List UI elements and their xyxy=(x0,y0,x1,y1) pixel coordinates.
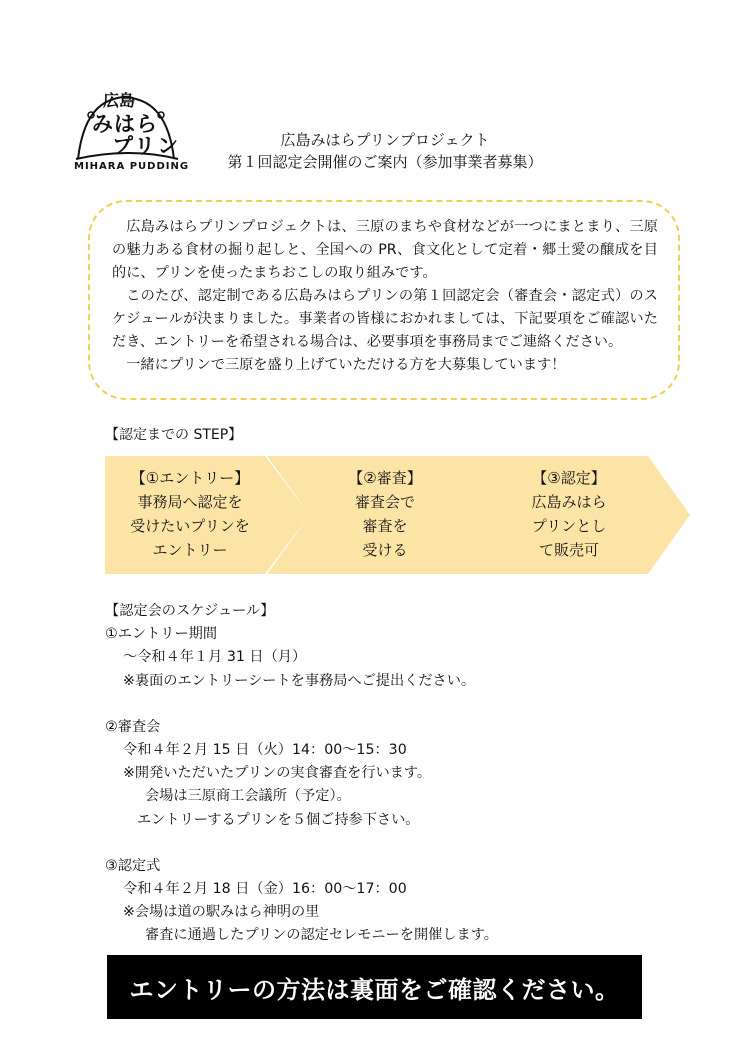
review-title: ②審査会 xyxy=(105,718,161,735)
step-1-line: 受けたいプリンを xyxy=(130,517,250,535)
schedule xyxy=(105,600,665,948)
step-3 xyxy=(484,466,654,562)
steps-heading: 【認定までの STEP】 xyxy=(105,427,243,443)
logo-english: MIHARA PUDDING xyxy=(74,161,190,172)
steps-flow xyxy=(105,456,690,574)
logo xyxy=(70,85,190,180)
step-2-line: 受ける xyxy=(362,541,408,559)
review-date: 令和４年２月 15 日（火）14：00～15：30 xyxy=(123,742,407,759)
step-1 xyxy=(105,466,275,562)
step-3-title: 【③認定】 xyxy=(532,469,606,487)
page-title xyxy=(190,129,580,173)
schedule-heading: 【認定会のスケジュール】 xyxy=(105,603,275,619)
title-line1: 広島みはらプリンプロジェクト xyxy=(280,131,490,149)
intro-box xyxy=(88,200,680,400)
intro-paragraph-3: 一緒にプリンで三原を盛り上げていただける方を大募集しています！ xyxy=(126,357,566,373)
review-note-2: 会場は三原商工会議所（予定）。 xyxy=(145,788,351,805)
step-3-line: 広島みはら xyxy=(531,493,607,511)
step-2-title: 【②審査】 xyxy=(348,469,422,487)
step-3-line: プリンとし xyxy=(531,517,607,535)
step-1-title: 【①エントリー】 xyxy=(130,469,250,487)
title-line2: 第１回認定会開催のご案内（参加事業者募集） xyxy=(227,153,543,171)
step-1-line: 事務局へ認定を xyxy=(137,493,243,511)
entry-title: ①エントリー期間 xyxy=(105,626,218,643)
step-2 xyxy=(300,466,470,562)
logo-name-line2: プリン xyxy=(112,134,181,158)
entry-date: ～令和４年１月 31 日（月） xyxy=(123,649,307,666)
ceremony-note-1: ※会場は道の駅みはら神明の里 xyxy=(123,904,320,921)
ceremony-note-2: 審査に通過したプリンの認定セレモニーを開催します。 xyxy=(145,927,498,944)
step-2-line: 審査を xyxy=(362,517,408,535)
intro-paragraph-1: 広島みはらプリンプロジェクトは、三原のまちや食材などが一つにまとまり、三原の魅力ある食材の掘り起しと、全国への PR、食文化として定着・郷土愛の醸成を目的に、プリンを使ったまちおこしの取り組みです。 xyxy=(112,219,658,281)
ceremony-date: 令和４年２月 18 日（金）16：00～17：00 xyxy=(123,881,407,898)
entry-method-banner: エントリーの方法は裏面をご確認ください。 xyxy=(107,955,642,1019)
step-2-line: 審査会で xyxy=(354,493,415,511)
step-3-line: て販売可 xyxy=(538,541,599,559)
logo-region: 広島 xyxy=(103,91,136,110)
logo-name-line1: みはら xyxy=(92,112,158,136)
entry-note: ※裏面のエントリーシートを事務局へご提出ください。 xyxy=(123,672,476,689)
review-note-1: ※開発いただいたプリンの実食審査を行います。 xyxy=(123,765,432,782)
review-note-3: エントリーするプリンを５個ご持参下さい。 xyxy=(137,811,420,828)
intro-paragraph-2: このたび、認定制である広島みはらプリンの第１回認定会（審査会・認定式）のスケジュールが決まりました。事業者の皆様におかれましては、下記要項をご確認いただき、エントリーを希望される場合は、必要事項を事務局までご連絡ください。 xyxy=(112,288,658,350)
step-1-line: エントリー xyxy=(152,541,228,559)
ceremony-title: ③認定式 xyxy=(105,857,161,874)
